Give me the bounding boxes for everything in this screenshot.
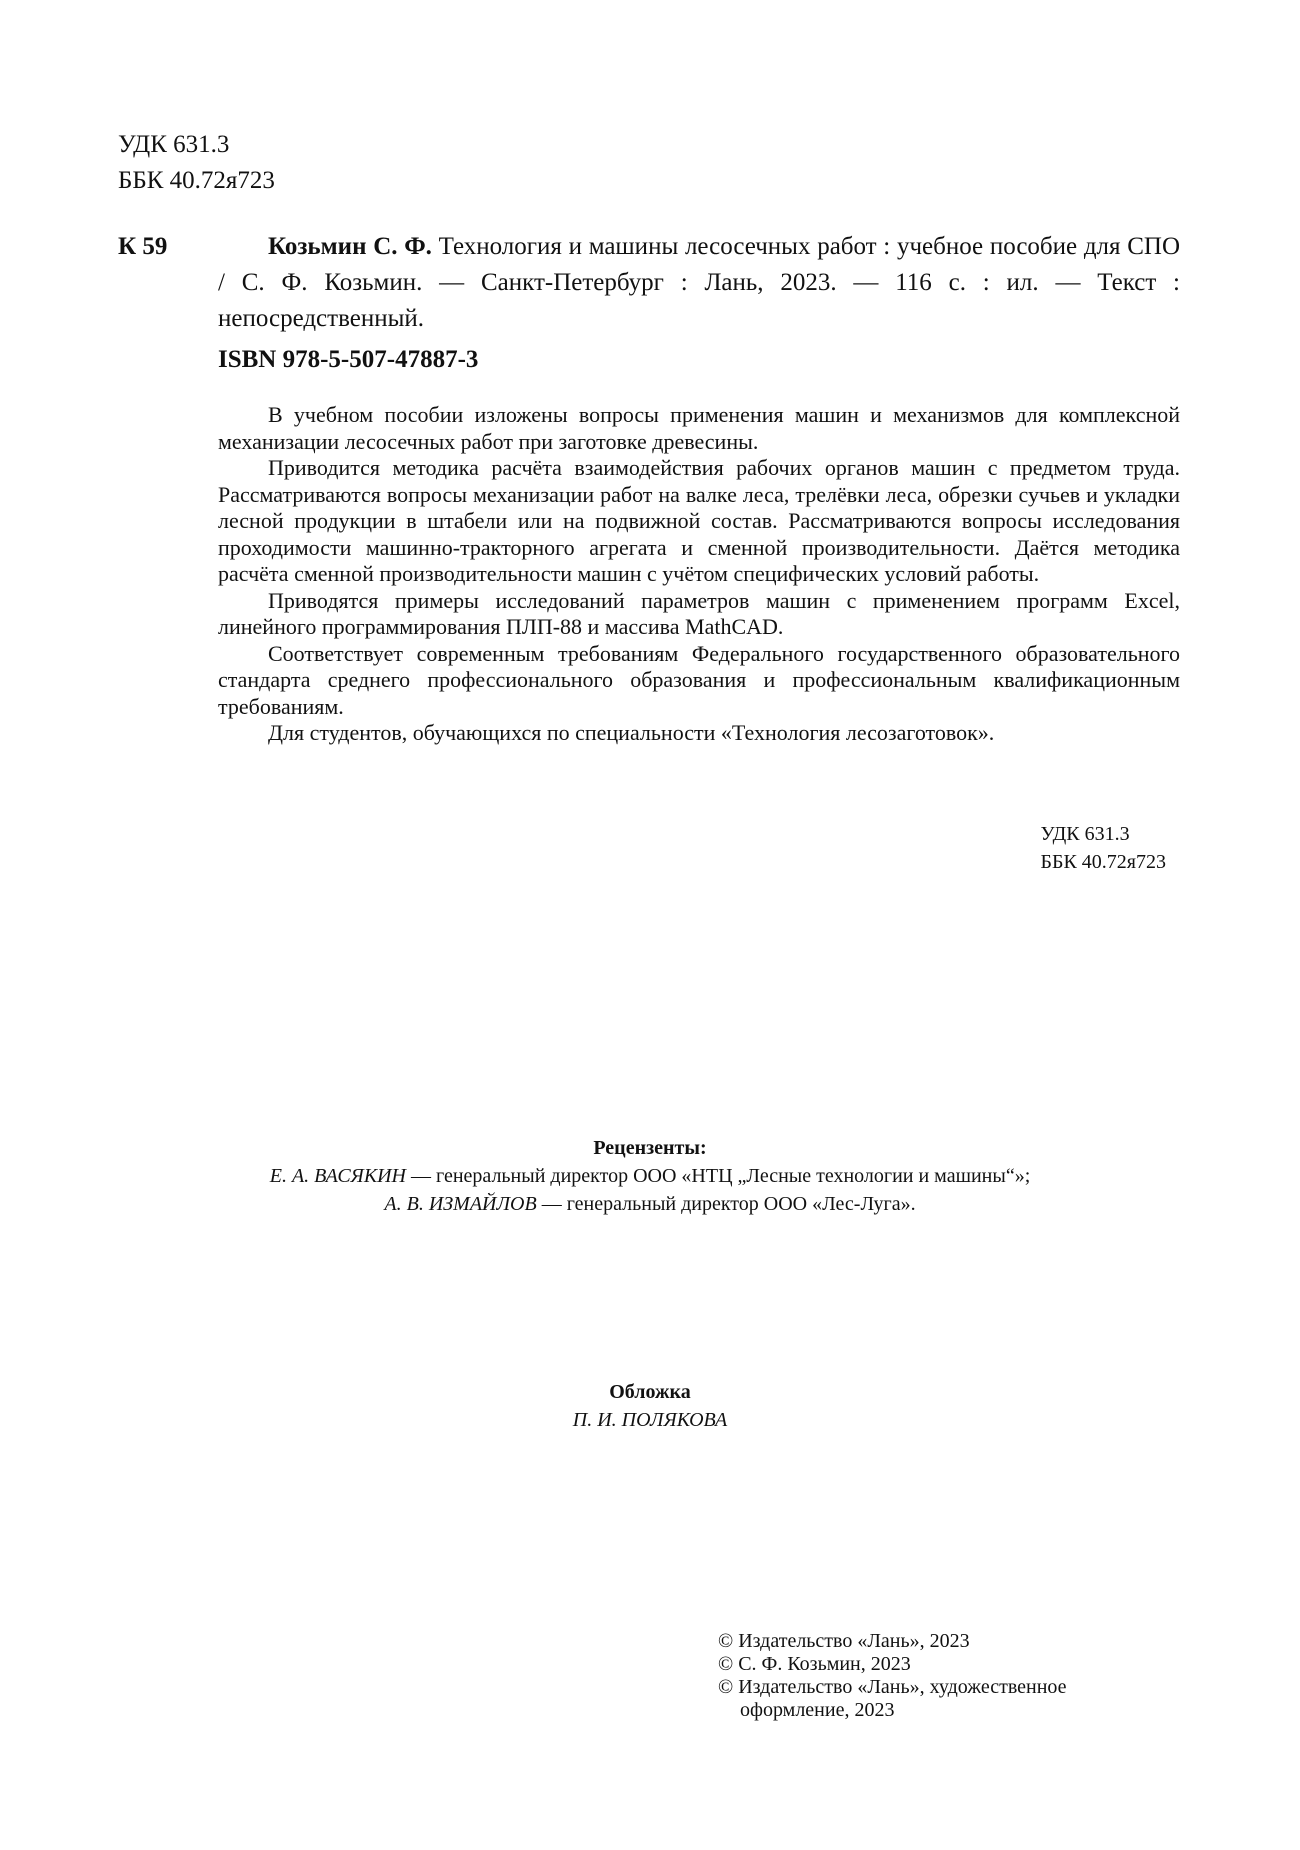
copyright-block xyxy=(718,1630,1138,1722)
annotation-paragraph: Для студентов, обучающихся по специальности «Технология лесозаготовок». xyxy=(268,720,995,745)
annotation-paragraph: Соответствует современным требованиям Федерального государственного образовательного стандарта среднего профессионального образования и профессиональным квалификационным требованиям. xyxy=(218,640,1180,719)
reviewer-name: Е. А. ВАСЯКИН xyxy=(269,1165,406,1187)
record-author: Козьмин С. Ф. xyxy=(268,233,432,260)
copyright-line: © С. Ф. Козьмин, 2023 xyxy=(718,1653,911,1675)
annotation xyxy=(218,402,1180,747)
isbn: ISBN 978-5-507-47887-3 xyxy=(218,346,479,373)
record-description: Технология и машины лесосечных работ : учебное пособие для СПО / С. Ф. Козьмин. — Санкт-Петербург : Лань, 2023. — 116 с. : ил. — Текст : непосредственный. xyxy=(218,233,1181,332)
reviewer-name: А. В. ИЗМАЙЛОВ xyxy=(384,1193,537,1215)
bibliographic-record xyxy=(218,229,1180,337)
bbk-code: ББК 40.72я723 xyxy=(118,167,275,194)
author-mark: К 59 xyxy=(118,233,168,260)
annotation-paragraph: Приводятся примеры исследований параметров машин с применением программ Excel, линейного программирования ПЛП-88 и массива MathCAD. xyxy=(218,587,1180,639)
udk-code-bottom: УДК 631.3 xyxy=(1040,823,1130,845)
reviewer-role: — генеральный директор ООО «Лес-Луга». xyxy=(536,1193,916,1215)
reviewer-role: — генеральный директор ООО «НТЦ „Лесные технологии и машины“»; xyxy=(406,1165,1031,1187)
annotation-paragraph: Приводится методика расчёта взаимодействия рабочих органов машин с предметом труда. Рассматриваются вопросы механизации работ на валке леса, трелёвки леса, обрезки сучьев и укладки лесной продукции в штабели или на подвижной состав. Рассматриваются вопросы исследования проходимости машинно-тракторного агрегата и сменной производительности. Даётся методика расчёта сменной производительности машин с учётом специфических условий работы. xyxy=(218,455,1180,586)
reviewer-entry xyxy=(0,1190,1300,1218)
classification-block-bottom xyxy=(1040,820,1166,876)
copyright-line: © Издательство «Лань», художественное оформление, 2023 xyxy=(718,1676,1067,1721)
cover-credit-block xyxy=(0,1378,1300,1434)
copyright-line: © Издательство «Лань», 2023 xyxy=(718,1630,970,1652)
udk-code: УДК 631.3 xyxy=(118,131,230,158)
reviewers-heading: Рецензенты: xyxy=(593,1137,707,1159)
cover-heading: Обложка xyxy=(609,1381,691,1403)
reviewers-block xyxy=(0,1134,1300,1218)
classification-block-top xyxy=(118,127,275,199)
bbk-code-bottom: ББК 40.72я723 xyxy=(1040,851,1166,873)
cover-designer: П. И. ПОЛЯКОВА xyxy=(572,1409,728,1431)
reviewer-entry xyxy=(0,1162,1300,1190)
annotation-paragraph: В учебном пособии изложены вопросы применения машин и механизмов для комплексной механизации лесосечных работ при заготовке древесины. xyxy=(218,402,1180,454)
